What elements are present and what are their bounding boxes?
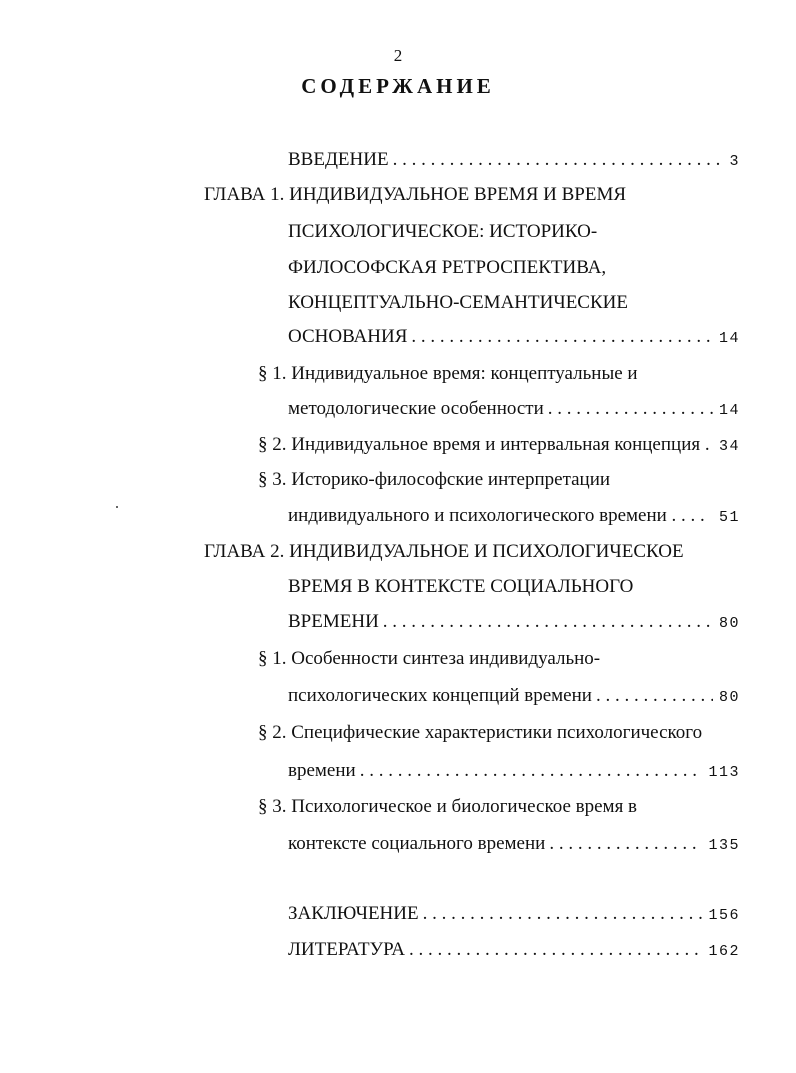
leader-dots [409,938,703,962]
leader-dots [360,759,703,783]
leader-dots [411,325,713,349]
page-title: СОДЕРЖАНИЕ [301,74,495,98]
toc-page-number: 3 [729,153,740,170]
toc-entry-conclusion [288,902,740,928]
toc-page-number: 156 [708,907,740,924]
toc-ch2-section-1-line-1: § 1. Особенности синтеза индивидуально- [258,648,601,669]
toc-entry-label: индивидуального и психологического времени . . . . [288,505,705,526]
leader-dots [393,148,724,172]
toc-ch1-section-1-line-1: § 1. Индивидуальное время: концептуальные и [258,363,638,384]
toc-entry-label: ЛИТЕРАТУРА [288,939,405,960]
toc-page-number: 135 [708,837,740,854]
toc-chapter-2-line-2: ВРЕМЯ В КОНТЕКСТЕ СОЦИАЛЬНОГО [288,576,634,597]
toc-chapter-2-line-1: ГЛАВА 2. ИНДИВИДУАЛЬНОЕ И ПСИХОЛОГИЧЕСКОЕ [204,541,684,562]
toc-entry-label: § 2. Индивидуальное время и интервальная концепция . [258,434,710,455]
toc-page-number: 113 [708,764,740,781]
toc-chapter-1-line-2: ПСИХОЛОГИЧЕСКОЕ: ИСТОРИКО- [288,221,598,242]
toc-entry-label: методологические особенности [288,398,544,419]
toc-entry-literature [288,938,740,964]
page-number: 2 [393,46,403,65]
toc-page-number: 80 [718,689,740,706]
scan-speck [116,506,118,508]
toc-entry-label: ВРЕМЕНИ [288,611,379,632]
toc-entry-label: контексте социального времени [288,833,546,854]
toc-page-number: 51 [718,509,740,526]
toc-chapter-1-line-1: ГЛАВА 1. ИНДИВИДУАЛЬНОЕ ВРЕМЯ И ВРЕМЯ [204,184,627,205]
toc-entry-chapter-1 [288,325,740,351]
toc-entry-chapter-2 [288,610,740,636]
toc-page-number: 14 [718,330,740,347]
toc-entry-intro [288,148,740,174]
leader-dots [423,902,703,926]
toc-page-number: 162 [708,943,740,960]
toc-entry-ch2-section-2 [288,759,740,785]
leader-dots [549,832,702,856]
toc-entry-label: времени [288,760,356,781]
toc-entry-label: ЗАКЛЮЧЕНИЕ [288,903,419,924]
toc-entry-label: ВВЕДЕНИЕ [288,149,389,170]
leader-dots [596,684,713,708]
toc-entry-ch2-section-3 [288,832,740,858]
toc-chapter-1-line-3: ФИЛОСОФСКАЯ РЕТРОСПЕКТИВА, [288,257,607,278]
toc-entry-ch1-section-2 [258,433,740,459]
toc-page-number: 80 [718,615,740,632]
toc-entry-ch1-section-1 [288,397,740,423]
toc-entry-ch2-section-1 [288,684,740,710]
toc-ch2-section-2-line-1: § 2. Специфические характеристики психологического [258,722,703,743]
toc-page-number: 34 [718,438,740,455]
leader-dots [548,397,713,421]
toc-entry-ch1-section-3 [288,504,740,530]
toc-entry-label: ОСНОВАНИЯ [288,326,408,347]
leader-dots [383,610,713,634]
toc-chapter-1-line-4: КОНЦЕПТУАЛЬНО-СЕМАНТИЧЕСКИЕ [288,292,628,313]
toc-entry-label: психологических концепций времени [288,685,592,706]
toc-ch1-section-3-line-1: § 3. Историко-философские интерпретации [258,469,611,490]
toc-ch2-section-3-line-1: § 3. Психологическое и биологическое время в [258,796,638,817]
toc-page-number: 14 [718,402,740,419]
